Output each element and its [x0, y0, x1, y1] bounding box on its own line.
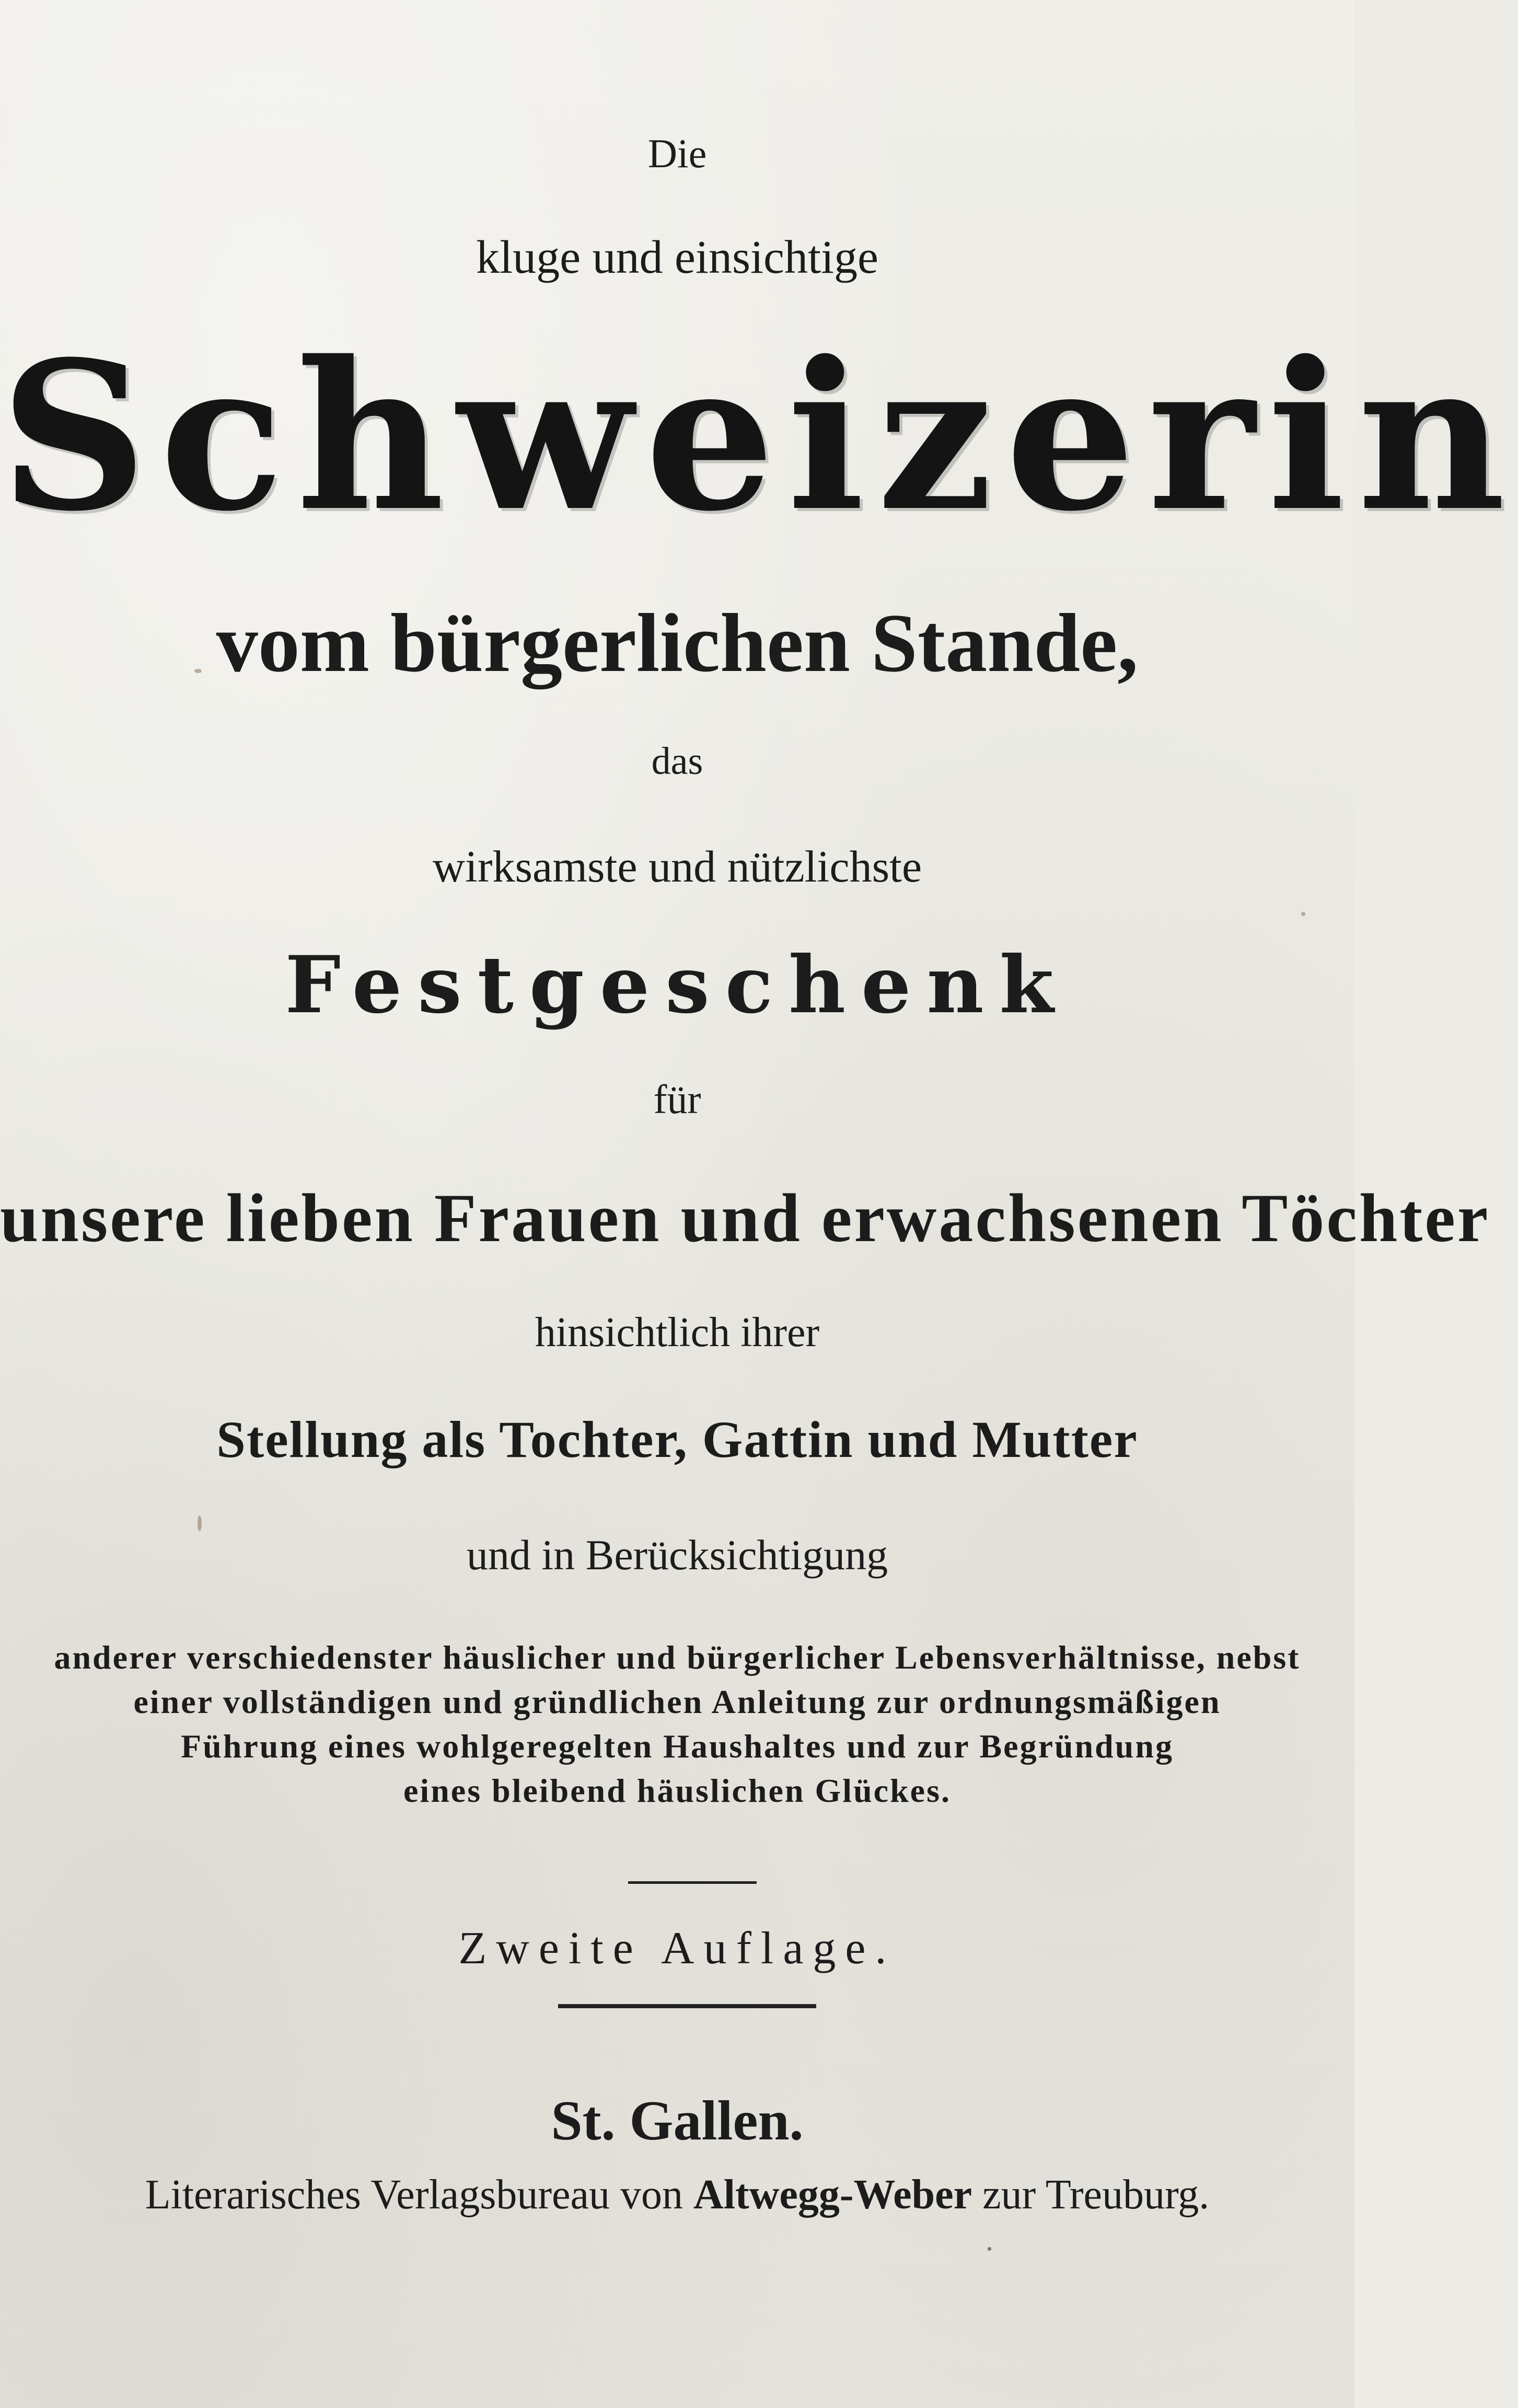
title-line-das: das: [651, 740, 703, 783]
title-line-die: Die: [647, 131, 707, 176]
paper-speck: [988, 2247, 991, 2251]
title-line-wirksamste: wirksamste und nützlichste: [432, 841, 922, 892]
description-line: einer vollständigen und gründlichen Anleitung zur ordnungsmäßigen: [133, 1683, 1221, 1720]
description-line: anderer verschiedenster häuslicher und bürgerlicher Lebensverhältnisse, nebst: [54, 1639, 1301, 1676]
dedication-line: unsere lieben Frauen und erwachsenen Töchter: [0, 1179, 1490, 1256]
main-title: Schweizerin: [0, 317, 1518, 556]
title-line-hinsichtlich: hinsichtlich ihrer: [535, 1310, 820, 1356]
imprint-line: [0, 2174, 1354, 2216]
imprint-suffix: zur Treuburg.: [982, 2172, 1210, 2218]
title-line-fuer: für: [653, 1076, 701, 1122]
paper-speck: [198, 1515, 202, 1531]
roles-line: Stellung als Tochter, Gattin und Mutter: [216, 1410, 1138, 1468]
divider-rule: [628, 1881, 757, 1884]
festgeschenk-heading: Festgeschenk: [285, 939, 1070, 1031]
imprint-prefix: Literarisches Verlagsbureau von: [145, 2172, 683, 2218]
title-line-beruecksichtigung: und in Berücksichtigung: [466, 1531, 888, 1579]
subtitle-stand: vom bürgerlichen Stande,: [216, 596, 1139, 689]
title-line-kluge: kluge und einsichtige: [476, 231, 878, 283]
paper-speck: [194, 669, 202, 673]
description-line: Führung eines wohlgeregelten Haushaltes und zur Begründung: [181, 1728, 1174, 1765]
place-line: St. Gallen.: [551, 2090, 804, 2152]
description-line: eines bleibend häuslichen Glückes.: [403, 1772, 951, 1809]
divider-rule: [558, 2004, 816, 2008]
imprint-publisher: Altwegg-Weber: [693, 2172, 972, 2218]
paper-speck: [1301, 912, 1305, 916]
edition-line: Zweite Auflage.: [458, 1923, 896, 1974]
